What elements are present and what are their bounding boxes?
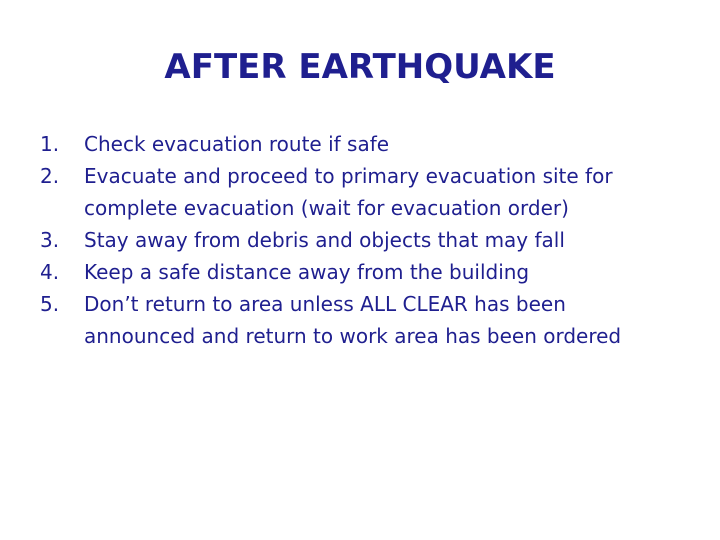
- list-item-line: Stay away from debris and objects that may fall: [84, 228, 565, 252]
- list-item-2: [40, 160, 690, 224]
- slide-title: AFTER EARTHQUAKE: [164, 47, 556, 87]
- list-item-text: [84, 160, 690, 224]
- list-number: 2.: [40, 164, 60, 188]
- list-item-text: [84, 128, 690, 160]
- list-item-line: Check evacuation route if safe: [84, 132, 390, 156]
- list-item-line: Evacuate and proceed to primary evacuation site for: [84, 164, 613, 188]
- instructions-list: [40, 128, 690, 352]
- list-item-text: [84, 224, 690, 256]
- list-number: 1.: [40, 132, 60, 156]
- list-item-5: [40, 288, 690, 352]
- list-item-text: [84, 256, 690, 288]
- list-item-3: [40, 224, 690, 256]
- list-item-1: [40, 128, 690, 160]
- list-number: 3.: [40, 228, 60, 252]
- list-number: 4.: [40, 260, 60, 284]
- list-item-line: Don’t return to area unless ALL CLEAR has been: [84, 292, 566, 316]
- list-number: 5.: [40, 292, 60, 316]
- list-item-line: Keep a safe distance away from the building: [84, 260, 530, 284]
- list-item-4: [40, 256, 690, 288]
- list-item-text: [84, 288, 690, 352]
- list-item-line-continued: announced and return to work area has been ordered: [84, 324, 622, 348]
- list-item-line-continued: complete evacuation (wait for evacuation order): [84, 196, 569, 220]
